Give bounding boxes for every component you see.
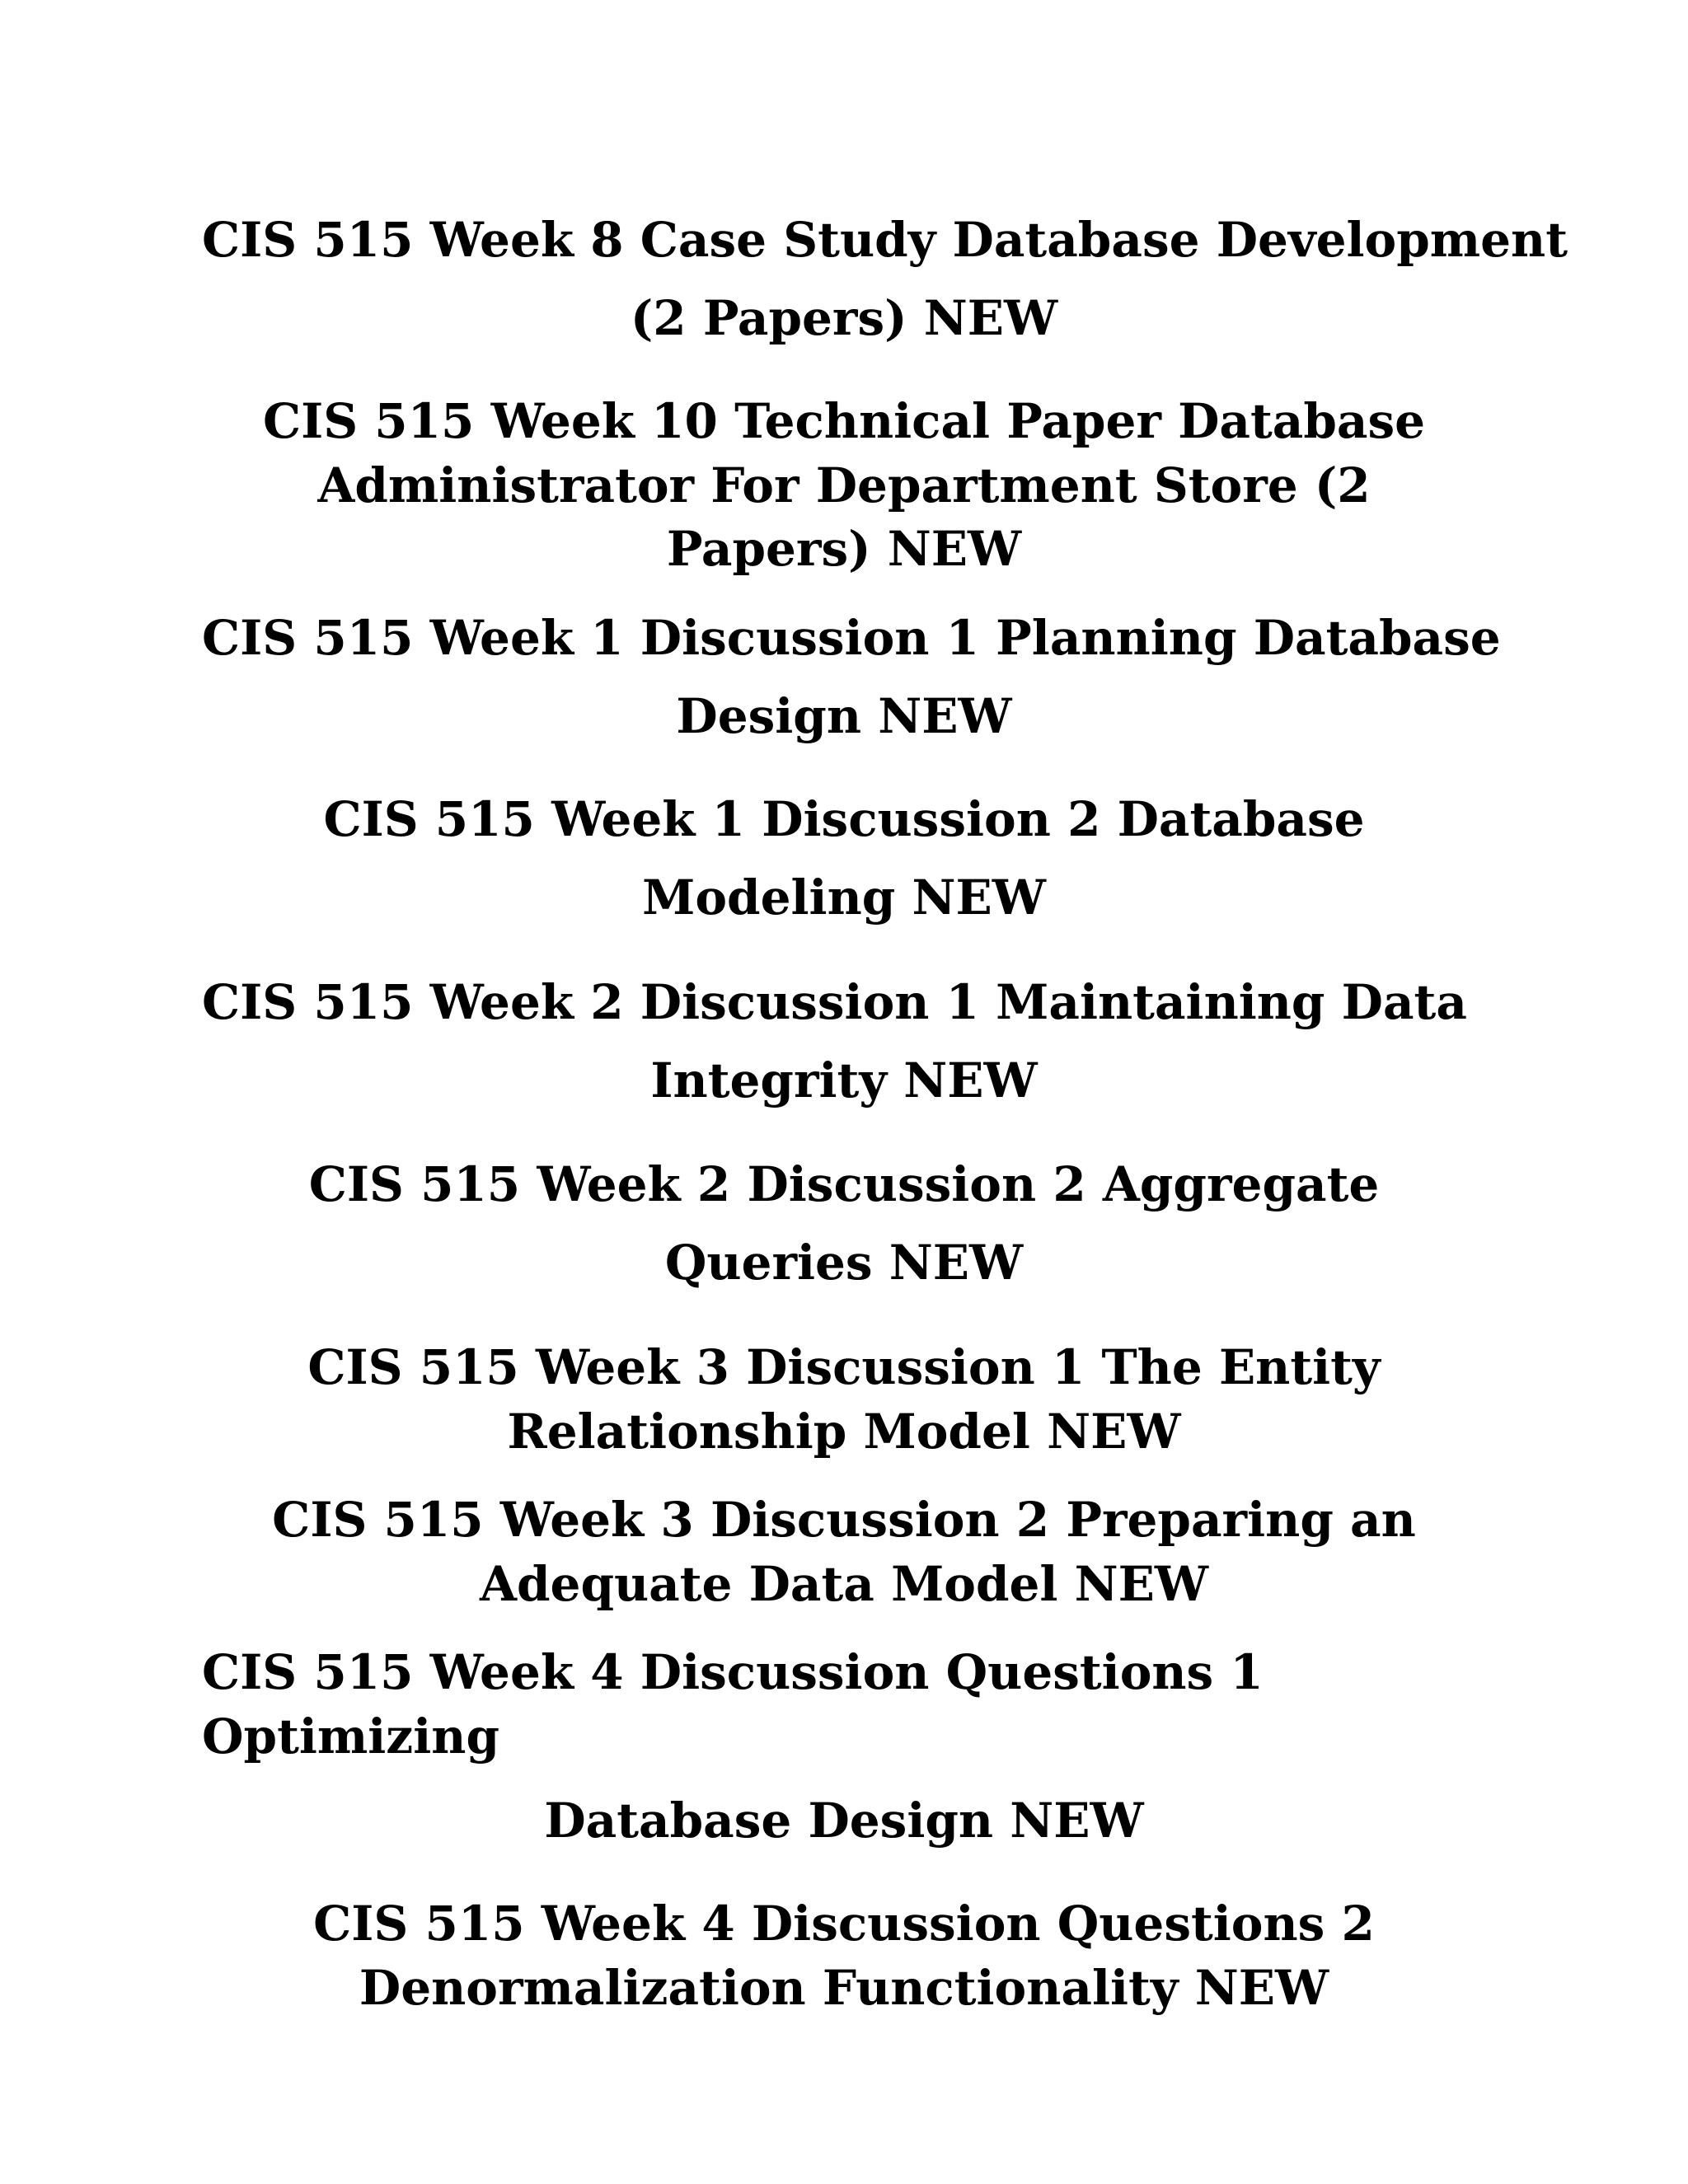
document-item-line: CIS 515 Week 1 Discussion 2 Database [323,791,1365,847]
document-item-line: Database Design NEW [544,1793,1144,1849]
document-item-line: (2 Papers) NEW [630,290,1058,346]
document-item-line: CIS 515 Week 4 Discussion Questions 2 [313,1896,1375,1952]
document-item-line: CIS 515 Week 8 Case Study Database Development [202,212,1568,268]
document-item-line: CIS 515 Week 3 Discussion 2 Preparing an [272,1492,1416,1548]
document-item-line: CIS 515 Week 3 Discussion 1 The Entity [307,1339,1381,1395]
document-item-line: Relationship Model NEW [507,1404,1181,1460]
document-item-line: CIS 515 Week 2 Discussion 1 Maintaining Data [202,974,1467,1030]
document-item-line: CIS 515 Week 10 Technical Paper Database [262,393,1426,449]
document-item-line: Papers) NEW [666,521,1022,577]
document-item-line: Design NEW [676,688,1012,744]
document-item-line: Administrator For Department Store (2 [317,457,1371,513]
document-item-line: CIS 515 Week 1 Discussion 1 Planning Database [202,610,1501,666]
document-item-line: CIS 515 Week 4 Discussion Questions 1 [202,1644,1264,1700]
document-item-line: Optimizing [202,1708,499,1765]
document-item-line: Adequate Data Model NEW [479,1556,1209,1612]
document-item-line: Denormalization Functionality NEW [359,1960,1329,2016]
document-item-line: CIS 515 Week 2 Discussion 2 Aggregate [308,1156,1380,1212]
document-item-line: Modeling NEW [642,869,1046,926]
document-item-line: Integrity NEW [650,1052,1038,1108]
document-item-line: Queries NEW [664,1235,1024,1291]
